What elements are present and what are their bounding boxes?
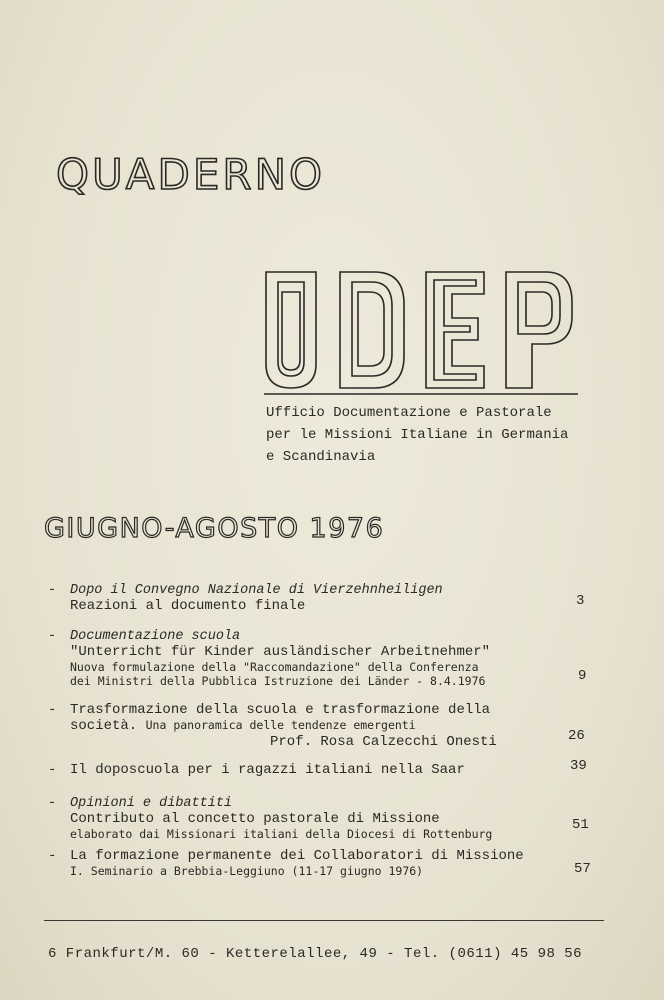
toc-entry bbox=[48, 796, 612, 841]
toc-page-number: 3 bbox=[576, 593, 585, 609]
toc-page-number: 9 bbox=[578, 668, 587, 684]
toc-section: Dopo il Convegno Nazionale di Vierzehnheiligen bbox=[70, 583, 443, 598]
toc-page-number: 57 bbox=[574, 861, 591, 877]
toc-dash: - bbox=[48, 848, 57, 864]
toc-title: Reazioni al documento finale bbox=[70, 598, 306, 614]
toc-title: Contributo al concetto pastorale di Missione bbox=[70, 811, 440, 827]
toc-entry bbox=[48, 583, 612, 614]
issue-date: GIUGNO-AGOSTO 1976 bbox=[44, 513, 385, 544]
toc-detail: dei Ministri della Pubblica Istruzione dei Länder - 8.4.1976 bbox=[70, 674, 486, 688]
toc-title: società. bbox=[70, 718, 138, 734]
toc-detail: Nuova formulazione della "Raccomandazione" della Conferenza bbox=[70, 660, 479, 674]
toc-detail: I. Seminario a Brebbia-Leggiuno (11-17 giugno 1976) bbox=[70, 864, 424, 878]
toc-dash: - bbox=[48, 629, 57, 644]
toc-title: La formazione permanente dei Collaboratori di Missione bbox=[70, 848, 524, 864]
toc-page-number: 39 bbox=[570, 758, 587, 774]
toc-detail: elaborato dai Missionari italiani della Diocesi di Rottenburg bbox=[70, 827, 493, 841]
toc-title: "Unterricht für Kinder ausländischer Arbeitnehmer" bbox=[70, 644, 491, 660]
footer-divider bbox=[44, 920, 604, 921]
toc-dash: - bbox=[48, 702, 57, 718]
toc-dash: - bbox=[48, 762, 57, 778]
toc-dash: - bbox=[48, 796, 57, 811]
footer-address: 6 Frankfurt/M. 60 - Ketterelallee, 49 - Tel. (0611) 45 98 56 bbox=[48, 946, 583, 962]
toc-entry bbox=[48, 702, 612, 750]
udep-logo bbox=[262, 264, 582, 402]
masthead-title: QUADERNO bbox=[56, 150, 326, 199]
subtitle-line: e Scandinavia bbox=[266, 449, 376, 465]
toc-dash: - bbox=[48, 583, 57, 598]
toc-entry bbox=[48, 848, 612, 878]
subtitle-line: Ufficio Documentazione e Pastorale bbox=[266, 405, 552, 421]
toc-entry bbox=[48, 762, 612, 778]
subtitle-line: per le Missioni Italiane in Germania bbox=[266, 427, 569, 443]
publisher-subtitle bbox=[266, 402, 568, 468]
toc-section: Documentazione scuola bbox=[70, 629, 241, 644]
toc-title: Trasformazione della scuola e trasformazione della bbox=[70, 702, 491, 718]
toc-author: Prof. Rosa Calzecchi Onesti bbox=[270, 734, 497, 750]
toc-section: Opinioni e dibattiti bbox=[70, 796, 233, 811]
toc-entry bbox=[48, 629, 612, 688]
toc-page-number: 26 bbox=[568, 728, 585, 744]
toc-detail: Una panoramica delle tendenze emergenti bbox=[145, 718, 416, 732]
toc-title: Il doposcuola per i ragazzi italiani nella Saar bbox=[70, 762, 465, 778]
toc-page-number: 51 bbox=[572, 817, 589, 833]
